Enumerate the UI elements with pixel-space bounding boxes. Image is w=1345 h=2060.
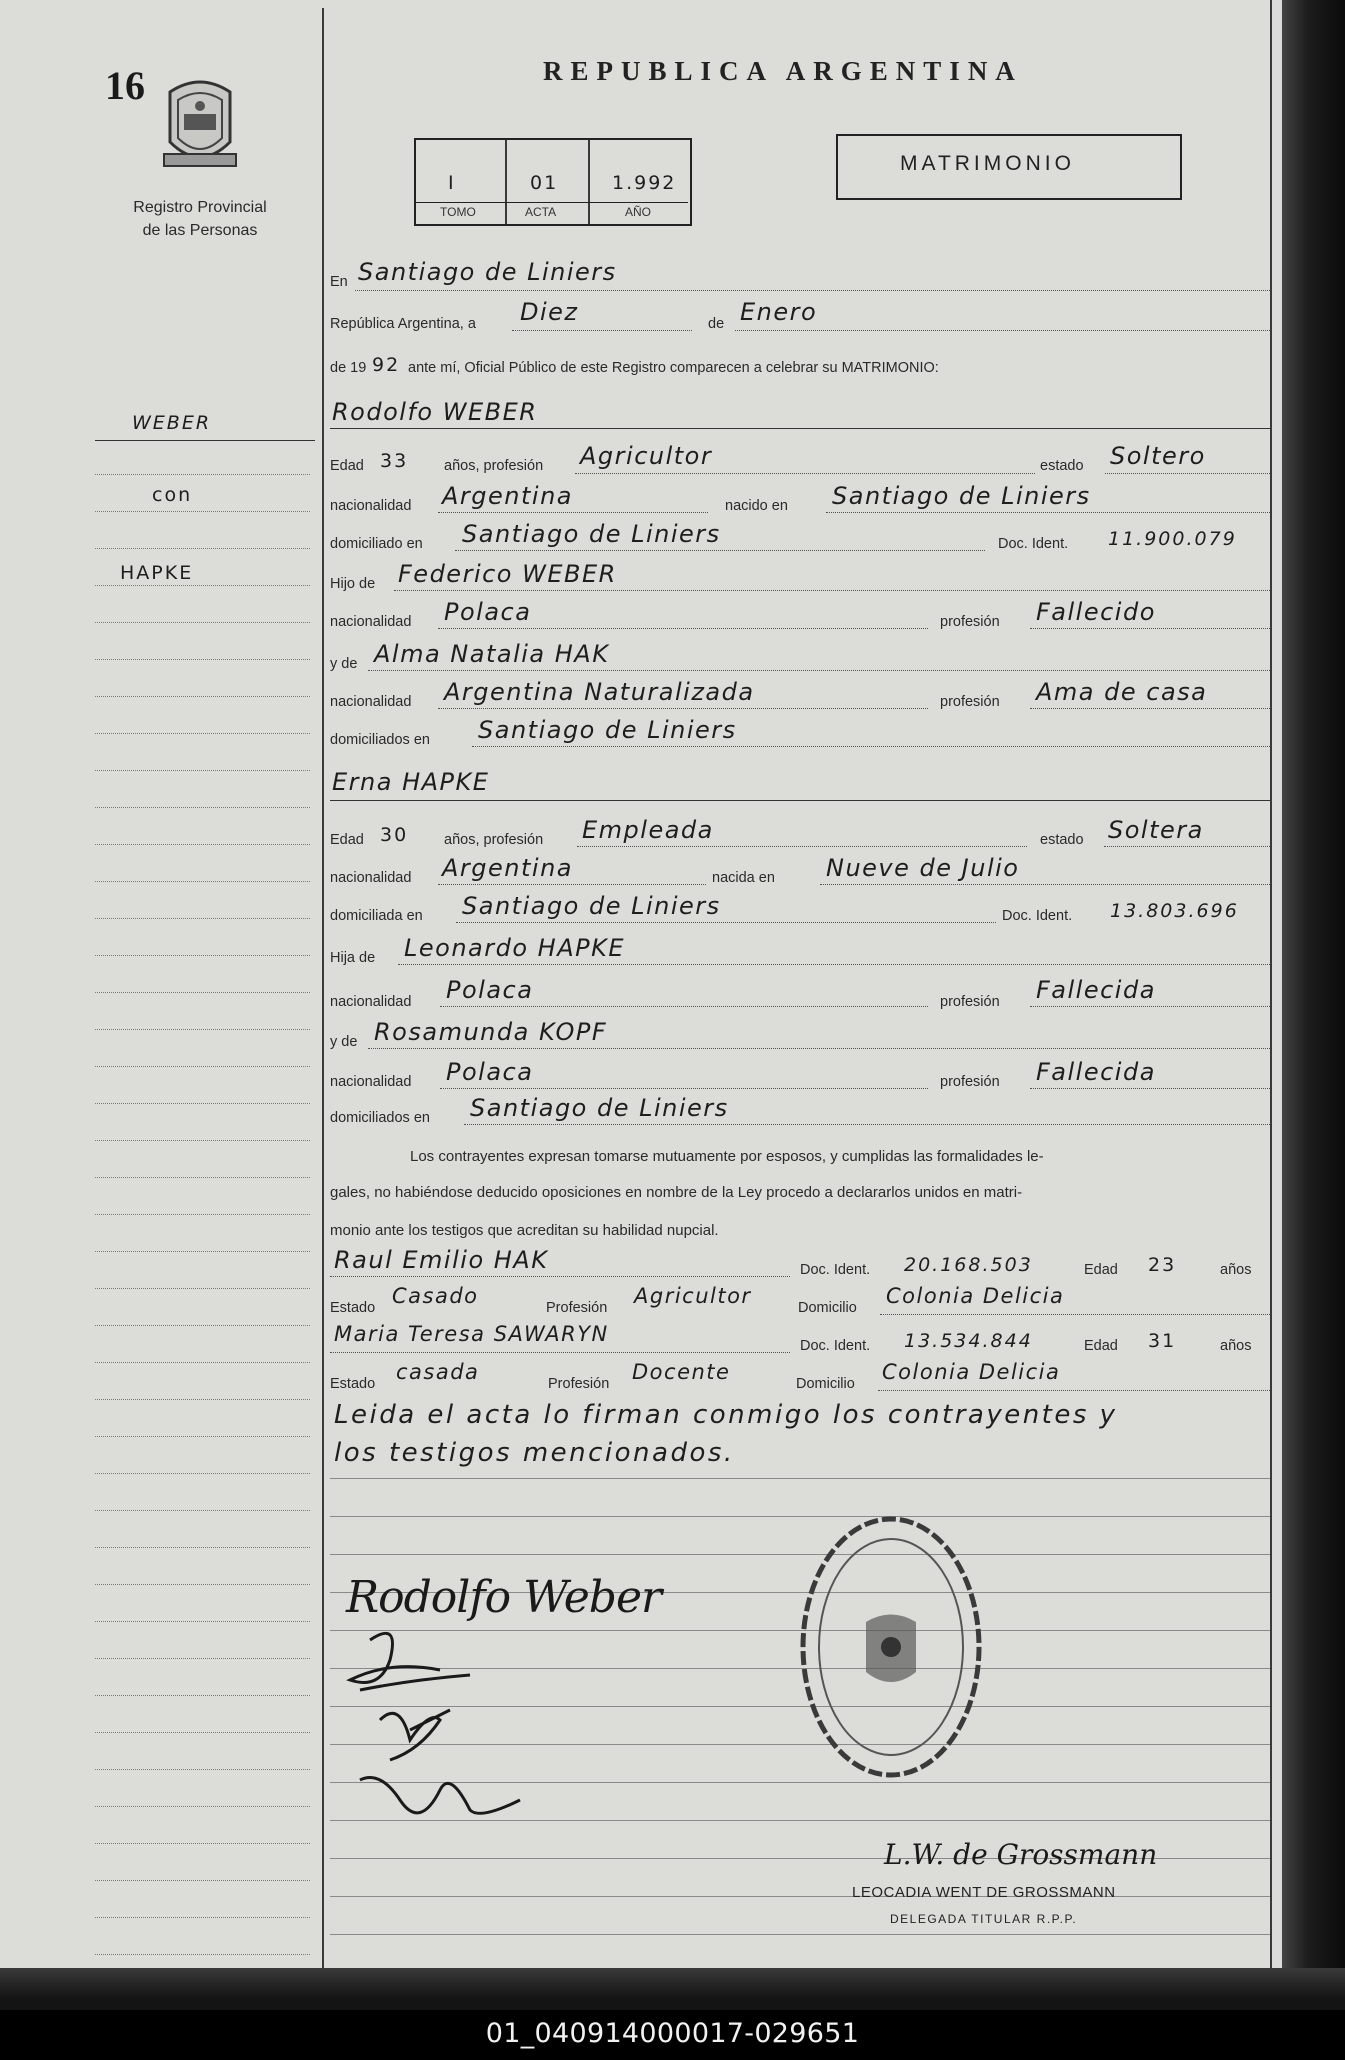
page-edge-shadow	[0, 1968, 1345, 1998]
fill-line	[826, 512, 1270, 513]
witness1-prof-label: Profesión	[546, 1300, 608, 1316]
groom-nac-label: nacionalidad	[330, 498, 412, 514]
margin-dotted-line	[95, 474, 310, 475]
groom-address: Santiago de Liniers	[462, 520, 721, 548]
groom-nationality: Argentina	[442, 482, 573, 510]
bride-yde-label: y de	[330, 1034, 358, 1050]
republica-label: República Argentina, a	[330, 316, 476, 332]
groom-parents-address: Santiago de Liniers	[478, 716, 737, 744]
year-suffix: 92	[372, 354, 401, 376]
year-prefix: de 19	[330, 360, 367, 376]
margin-conjunction: con	[152, 484, 193, 506]
fill-line	[878, 1390, 1270, 1391]
margin-dotted-line	[95, 1843, 310, 1844]
witness2-edad-label: Edad	[1084, 1338, 1118, 1354]
groom-name-rule	[330, 428, 1270, 429]
fill-line	[1030, 628, 1270, 629]
margin-dotted-line	[95, 1954, 310, 1955]
acta-value: 01	[530, 172, 559, 194]
ruled-line	[330, 1478, 1270, 1479]
witness1-doc: 20.168.503	[904, 1254, 1033, 1276]
bride-parents-address: Santiago de Liniers	[470, 1094, 729, 1122]
margin-dotted-line	[95, 1917, 310, 1918]
fill-line	[1030, 1088, 1270, 1089]
bride-mother-nat-label: nacionalidad	[330, 1074, 412, 1090]
margin-dotted-line	[95, 1325, 310, 1326]
margin-rule	[95, 440, 315, 441]
fill-line	[394, 590, 1270, 591]
margin-dotted-line	[95, 1584, 310, 1585]
groom-yde-label: y de	[330, 656, 358, 672]
margin-dotted-line	[95, 1066, 310, 1067]
marriage-day: Diez	[520, 298, 579, 326]
margin-dotted-line	[95, 659, 310, 660]
en-label: En	[330, 274, 348, 290]
margin-dotted-line	[95, 1769, 310, 1770]
witness1-age: 23	[1148, 1254, 1177, 1276]
fill-line	[575, 473, 1035, 474]
bride-doc: 13.803.696	[1110, 900, 1239, 922]
fill-line	[735, 330, 1270, 331]
coat-of-arms-icon	[158, 72, 242, 174]
fill-line	[1030, 708, 1270, 709]
bride-mother-prof: Fallecida	[1036, 1058, 1156, 1086]
bride-dom-label: domiciliada en	[330, 908, 423, 924]
groom-estado: Soltero	[1110, 442, 1206, 470]
margin-dotted-line	[95, 1436, 310, 1437]
bride-anos-profesion: años, profesión	[444, 832, 544, 848]
fill-line	[330, 1276, 790, 1277]
margin-dotted-line	[95, 955, 310, 956]
official-seal	[796, 1512, 986, 1782]
groom-father-prof-label: profesión	[940, 614, 1000, 630]
margin-dotted-line	[95, 696, 310, 697]
margin-dotted-line	[95, 1103, 310, 1104]
fill-line	[438, 512, 708, 513]
groom-father-prof: Fallecido	[1036, 598, 1156, 626]
record-box-rule	[416, 202, 688, 203]
margin-dotted-line	[95, 1695, 310, 1696]
groom-hijo-label: Hijo de	[330, 576, 376, 592]
margin-dotted-line	[95, 1288, 310, 1289]
margin-dotted-line	[95, 1362, 310, 1363]
groom-mother-nat: Argentina Naturalizada	[444, 678, 755, 706]
margin-dotted-line	[95, 1658, 310, 1659]
fill-line	[355, 290, 1270, 291]
signature-scribbles	[330, 1620, 590, 1840]
witness1-estado-label: Estado	[330, 1300, 376, 1316]
fill-line	[472, 746, 1270, 747]
fill-line	[438, 884, 706, 885]
intro-statement: ante mí, Oficial Público de este Registro comparecen a celebrar su MATRIMONIO:	[408, 360, 939, 376]
bride-father-nat: Polaca	[446, 976, 534, 1004]
fill-line	[456, 922, 996, 923]
fill-line	[368, 670, 1270, 671]
fill-line	[464, 1124, 1270, 1125]
fill-line	[330, 1352, 790, 1353]
margin-dotted-line	[95, 733, 310, 734]
fill-line	[512, 330, 692, 331]
ano-value: 1.992	[612, 172, 677, 194]
fill-line	[455, 550, 985, 551]
groom-estado-label: estado	[1040, 458, 1084, 474]
fill-line	[577, 846, 1027, 847]
margin-dotted-line	[95, 881, 310, 882]
margin-dotted-line	[95, 1140, 310, 1141]
statement-line-2: gales, no habiéndose deducido oposiciones en nombre de la Ley procedo a declararlos unidos en matri-	[330, 1184, 1023, 1201]
witness2-anos-label: años	[1220, 1338, 1252, 1354]
margin-dotted-line	[95, 844, 310, 845]
book-binding	[1282, 0, 1345, 1998]
groom-parents-dom-label: domiciliados en	[330, 732, 430, 748]
margin-dotted-line	[95, 1621, 310, 1622]
registry-name: Registro Provincial de las Personas	[133, 199, 267, 239]
witness2-address: Colonia Delicia	[882, 1360, 1061, 1384]
bride-parents-dom-label: domiciliados en	[330, 1110, 430, 1126]
bride-nac-label: nacionalidad	[330, 870, 412, 886]
groom-mother-prof-label: profesión	[940, 694, 1000, 710]
month-de-label: de	[708, 316, 725, 332]
bride-estado: Soltera	[1108, 816, 1204, 844]
margin-dotted-line	[95, 1251, 310, 1252]
witness2-name: Maria Teresa SAWARYN	[334, 1322, 609, 1346]
witness2-profession: Docente	[632, 1360, 731, 1384]
margin-dotted-line	[95, 1880, 310, 1881]
groom-mother-nat-label: nacionalidad	[330, 694, 412, 710]
margin-dotted-line	[95, 1547, 310, 1548]
bride-age: 30	[380, 824, 409, 846]
margin-dotted-line	[95, 511, 310, 512]
witness2-age: 31	[1148, 1330, 1177, 1352]
scan-identifier: 01_040914000017-029651	[0, 2010, 1345, 2060]
fill-line	[398, 964, 1270, 965]
bride-edad-label: Edad	[330, 832, 364, 848]
fill-line	[1104, 846, 1270, 847]
margin-dotted-line	[95, 548, 310, 549]
witness2-doc: 13.534.844	[904, 1330, 1033, 1352]
margin-surname-bride: HAPKE	[120, 562, 194, 584]
bride-address: Santiago de Liniers	[462, 892, 721, 920]
witness1-profession: Agricultor	[634, 1284, 752, 1308]
official-signature: L.W. de Grossmann	[884, 1838, 1158, 1871]
bride-father-prof-label: profesión	[940, 994, 1000, 1010]
fill-line	[880, 1314, 1270, 1315]
groom-doc-label: Doc. Ident.	[998, 536, 1069, 552]
margin-dotted-line	[95, 1029, 310, 1030]
groom-dom-label: domiciliado en	[330, 536, 423, 552]
tomo-label: TOMO	[440, 205, 476, 219]
groom-edad-label: Edad	[330, 458, 364, 474]
bride-birthplace: Nueve de Julio	[826, 854, 1020, 882]
witness1-name: Raul Emilio HAK	[334, 1246, 549, 1274]
margin-dotted-line	[95, 1510, 310, 1511]
groom-nacido-label: nacido en	[725, 498, 788, 514]
page-number: 16	[105, 63, 145, 108]
closing-line-1: Leida el acta lo firman conmigo los contrayentes y	[334, 1400, 1118, 1430]
margin-dotted-line	[95, 622, 310, 623]
margin-dotted-line	[95, 585, 310, 586]
margin-dotted-line	[95, 807, 310, 808]
margin-dotted-line	[95, 1732, 310, 1733]
bride-mother-nat: Polaca	[446, 1058, 534, 1086]
country-title: REPUBLICA ARGENTINA	[543, 56, 1023, 86]
fill-line	[1105, 473, 1270, 474]
closing-line-2: los testigos mencionados.	[334, 1438, 735, 1468]
margin-dotted-line	[95, 1177, 310, 1178]
witness2-estado: casada	[396, 1360, 480, 1384]
acta-label: ACTA	[525, 205, 557, 219]
marriage-month: Enero	[740, 298, 818, 326]
witness1-doc-label: Doc. Ident.	[800, 1262, 871, 1278]
witness1-anos-label: años	[1220, 1262, 1252, 1278]
bride-doc-label: Doc. Ident.	[1002, 908, 1073, 924]
official-name: LEOCADIA WENT DE GROSSMANN	[852, 1884, 1116, 1901]
witness1-address: Colonia Delicia	[886, 1284, 1065, 1308]
witness2-estado-label: Estado	[330, 1376, 376, 1392]
groom-birthplace: Santiago de Liniers	[832, 482, 1091, 510]
witness1-dom-label: Domicilio	[798, 1300, 857, 1316]
bride-profession: Empleada	[582, 816, 714, 844]
witness2-dom-label: Domicilio	[796, 1376, 855, 1392]
witness2-prof-label: Profesión	[548, 1376, 610, 1392]
witness1-edad-label: Edad	[1084, 1262, 1118, 1278]
bride-mother-prof-label: profesión	[940, 1074, 1000, 1090]
groom-father: Federico WEBER	[398, 560, 617, 588]
fill-line	[440, 1006, 928, 1007]
statement-line-3: monio ante los testigos que acreditan su habilidad nupcial.	[330, 1222, 719, 1239]
groom-mother-prof: Ama de casa	[1036, 678, 1208, 706]
margin-dotted-line	[95, 1214, 310, 1215]
margin-dotted-line	[95, 1806, 310, 1807]
fill-line	[368, 1048, 1270, 1049]
bride-mother: Rosamunda KOPF	[374, 1018, 608, 1046]
bride-nacida-label: nacida en	[712, 870, 775, 886]
fill-line	[820, 884, 1270, 885]
margin-dotted-line	[95, 918, 310, 919]
fill-line	[438, 708, 928, 709]
bride-name: Erna HAPKE	[332, 768, 490, 796]
bride-hija-label: Hija de	[330, 950, 376, 966]
groom-doc: 11.900.079	[1108, 528, 1237, 550]
groom-profession: Agricultor	[580, 442, 713, 470]
bride-father: Leonardo HAPKE	[404, 934, 625, 962]
record-box-divider	[588, 140, 590, 224]
margin-dotted-line	[95, 992, 310, 993]
fill-line	[438, 628, 928, 629]
bride-estado-label: estado	[1040, 832, 1084, 848]
ano-label: AÑO	[625, 205, 652, 219]
margin-divider	[322, 8, 324, 1968]
bride-nationality: Argentina	[442, 854, 573, 882]
bride-father-nat-label: nacionalidad	[330, 994, 412, 1010]
fill-line	[440, 1088, 928, 1089]
groom-anos-profesion: años, profesión	[444, 458, 544, 474]
marriage-place: Santiago de Liniers	[358, 258, 617, 286]
page-right-border	[1270, 0, 1272, 1968]
fill-line	[1030, 1006, 1270, 1007]
groom-father-nat-label: nacionalidad	[330, 614, 412, 630]
record-box-divider	[505, 140, 507, 224]
margin-dotted-line	[95, 770, 310, 771]
witness1-estado: Casado	[392, 1284, 479, 1308]
ruled-line	[330, 1896, 1270, 1897]
bride-name-rule	[330, 800, 1270, 801]
groom-name: Rodolfo WEBER	[332, 398, 538, 426]
witness2-doc-label: Doc. Ident.	[800, 1338, 871, 1354]
tomo-value: I	[448, 172, 456, 194]
groom-age: 33	[380, 450, 409, 472]
groom-mother: Alma Natalia HAK	[374, 640, 610, 668]
groom-father-nat: Polaca	[444, 598, 532, 626]
record-type: MATRIMONIO	[900, 152, 1075, 175]
ruled-line	[330, 1934, 1270, 1935]
official-title: DELEGADA TITULAR R.P.P.	[890, 1912, 1078, 1926]
margin-dotted-line	[95, 1473, 310, 1474]
margin-surname-groom: WEBER	[132, 412, 212, 434]
groom-signature: Rodolfo Weber	[346, 1572, 662, 1623]
bride-father-prof: Fallecida	[1036, 976, 1156, 1004]
margin-dotted-line	[95, 1399, 310, 1400]
statement-line-1: Los contrayentes expresan tomarse mutuamente por esposos, y cumplidas las formalidades le-	[410, 1148, 1044, 1165]
